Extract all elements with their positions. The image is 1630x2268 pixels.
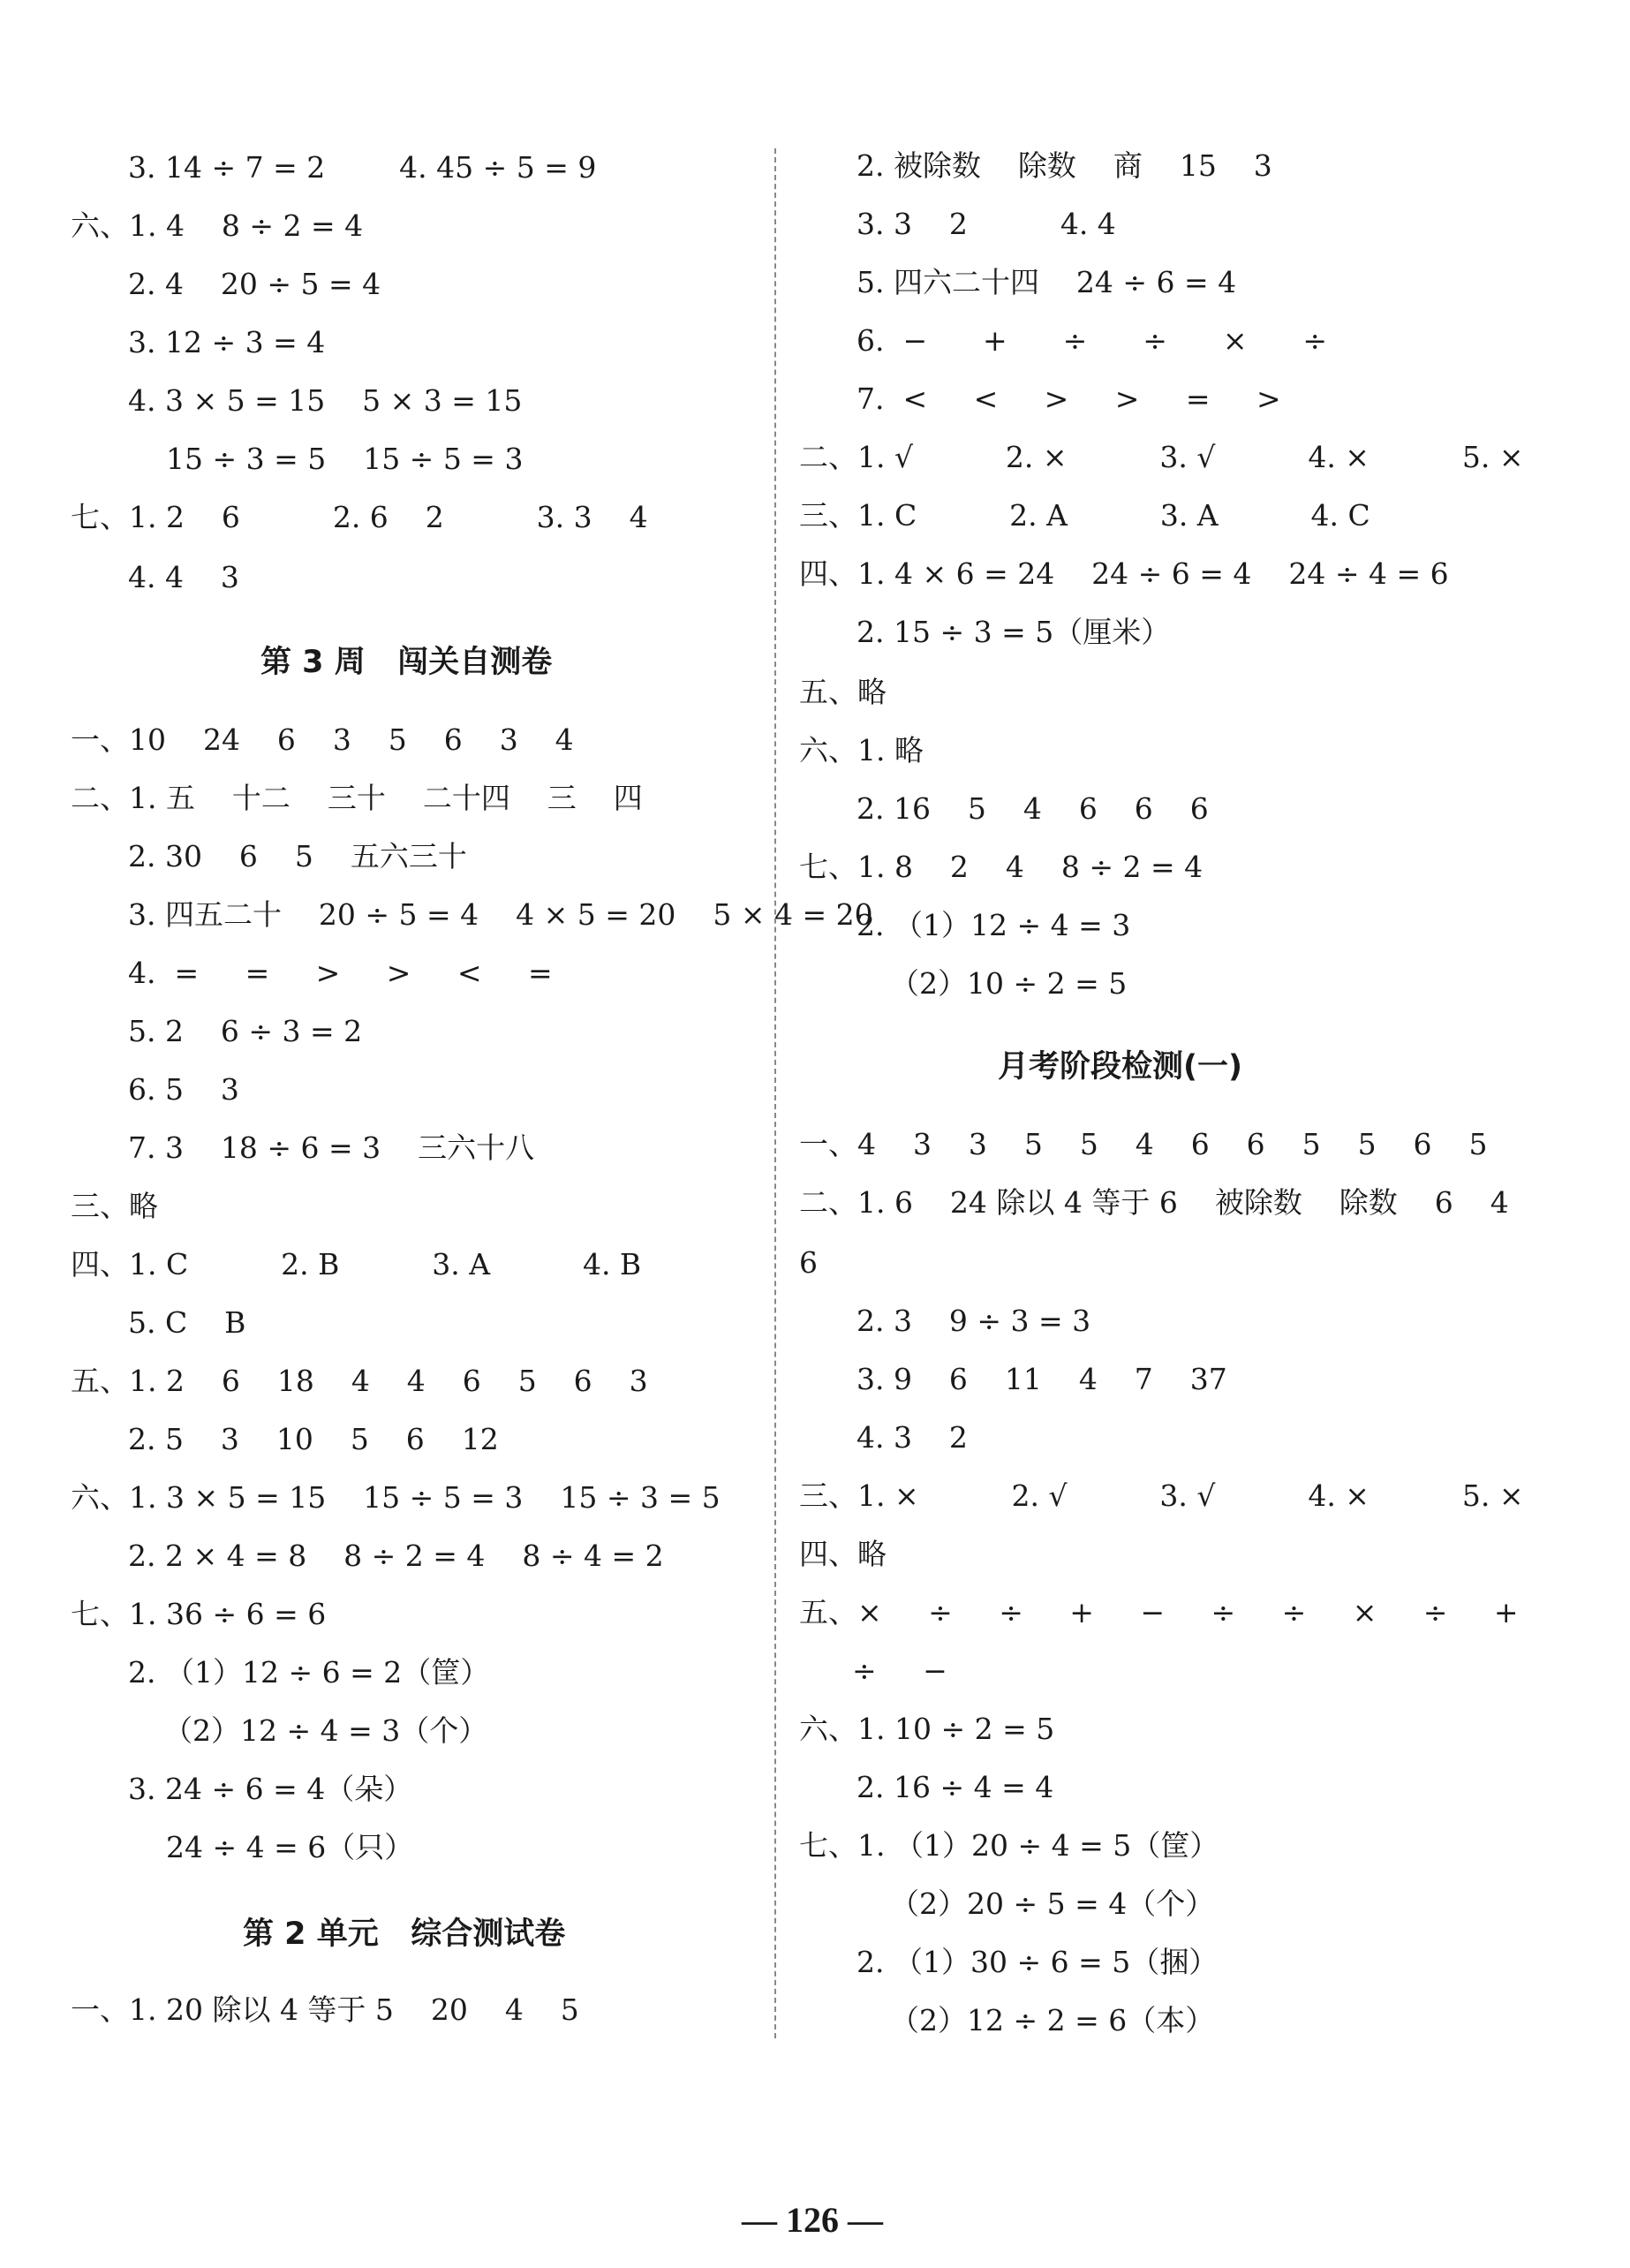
answer-line: 5. 四六二十四 24 ÷ 6 = 4 [857,265,1237,299]
answer-line: 2. 16 5 4 6 6 6 [857,791,1209,826]
answer-line: 四、1. C 2. B 3. A 4. B [71,1247,642,1281]
answer-line: 六、1. 略 [799,733,924,767]
answer-line: 七、1. （1）20 ÷ 4 = 5（筐） [799,1828,1219,1863]
answer-line: 2. 16 ÷ 4 = 4 [857,1770,1054,1804]
answer-line: 一、4 3 3 5 5 4 6 6 5 5 6 5 [799,1127,1488,1161]
answer-line: 7. 3 18 ÷ 6 = 3 三六十八 [128,1130,535,1165]
answer-line: 4. = = > > < = [128,956,553,990]
answer-line: 6. 5 3 [128,1072,239,1107]
answer-line: 2. 4 20 ÷ 5 = 4 [128,267,381,301]
answer-line: 五、略 [799,675,887,709]
answer-line: 2. 30 6 5 五六三十 [128,839,467,873]
answer-line: 2. 15 ÷ 3 = 5（厘米） [857,615,1171,649]
answer-line: （2）10 ÷ 2 = 5 [890,966,1128,1001]
answer-line: 一、1. 20 除以 4 等于 5 20 4 5 [71,1992,579,2027]
answer-line: 四、1. 4 × 6 = 24 24 ÷ 6 = 4 24 ÷ 4 = 6 [799,556,1449,591]
answer-line: ÷ − [852,1653,947,1688]
answer-line: 3. 12 ÷ 3 = 4 [128,325,326,359]
answer-line: 3. 四五二十 20 ÷ 5 = 4 4 × 5 = 20 5 × 4 = 20 [128,897,873,932]
page-number: — 126 — [742,2200,883,2240]
answer-line: 4. 3 2 [857,1420,968,1455]
answer-line: （2）12 ÷ 2 = 6（本） [890,2003,1215,2037]
answer-line: 五、1. 2 6 18 4 4 6 5 6 3 [71,1364,648,1398]
answer-line: 2. （1）12 ÷ 6 = 2（筐） [128,1655,490,1690]
section-title: 第 2 单元 综合测试卷 [243,1916,566,1952]
answer-line: 七、1. 2 6 2. 6 2 3. 3 4 [71,500,648,534]
answer-line: 15 ÷ 3 = 5 15 ÷ 5 = 3 [166,442,524,476]
answer-line: 二、1. 五 十二 三十 二十四 三 四 [71,781,643,815]
answer-line: （2）20 ÷ 5 = 4（个） [890,1886,1215,1921]
answer-line: 三、略 [71,1189,158,1223]
answer-line: 2. （1）12 ÷ 4 = 3 [857,908,1131,942]
answer-line: 2. 3 9 ÷ 3 = 3 [857,1304,1091,1338]
answer-line: 2. 5 3 10 5 6 12 [128,1422,499,1456]
answer-line: 七、1. 36 ÷ 6 = 6 [71,1597,327,1631]
answer-line: 二、1. 6 24 除以 4 等于 6 被除数 除数 6 4 [799,1185,1509,1220]
answer-line: 2. 2 × 4 = 8 8 ÷ 2 = 4 8 ÷ 4 = 2 [128,1538,664,1573]
answer-line: 七、1. 8 2 4 8 ÷ 2 = 4 [799,850,1204,884]
answer-line: 3. 24 ÷ 6 = 4（朵） [128,1772,413,1806]
section-title: 月考阶段检测(一) [998,1049,1242,1085]
answer-line: 一、10 24 6 3 5 6 3 4 [71,722,574,757]
answer-line: 五、× ÷ ÷ + − ÷ ÷ × ÷ + [799,1595,1519,1629]
answer-line: 7. < < > > = > [857,382,1281,416]
answer-line: 三、1. × 2. √ 3. √ 4. × 5. × [799,1478,1524,1513]
answer-line: 四、略 [799,1537,887,1571]
answer-line: 六、1. 10 ÷ 2 = 5 [799,1712,1055,1746]
answer-line: 4. 4 3 [128,560,239,594]
section-title: 第 3 周 闯关自测卷 [260,645,553,680]
answer-line: （2）12 ÷ 4 = 3（个） [163,1713,488,1748]
answer-line: 六、1. 4 8 ÷ 2 = 4 [71,208,364,243]
answer-line: 二、1. √ 2. × 3. √ 4. × 5. × [799,440,1524,474]
answer-line: 6 [799,1245,818,1280]
answer-line: 24 ÷ 4 = 6（只） [166,1830,414,1864]
answer-line: 六、1. 3 × 5 = 15 15 ÷ 5 = 3 15 ÷ 3 = 5 [71,1480,721,1515]
answer-line: 3. 3 2 4. 4 [857,207,1116,241]
answer-line: 4. 3 × 5 = 15 5 × 3 = 15 [128,383,523,418]
answer-line: 5. 2 6 ÷ 3 = 2 [128,1014,363,1048]
answer-line: 3. 9 6 11 4 7 37 [857,1362,1227,1396]
answer-line: 5. C B [128,1305,246,1340]
answer-line: 6. − + ÷ ÷ × ÷ [857,323,1328,358]
answer-line: 2. 被除数 除数 商 15 3 [857,148,1272,183]
answer-line: 三、1. C 2. A 3. A 4. C [799,498,1370,533]
column-divider [774,148,776,2038]
answer-line: 2. （1）30 ÷ 6 = 5（捆） [857,1945,1219,1979]
answer-line: 3. 14 ÷ 7 = 2 4. 45 ÷ 5 = 9 [128,150,597,185]
